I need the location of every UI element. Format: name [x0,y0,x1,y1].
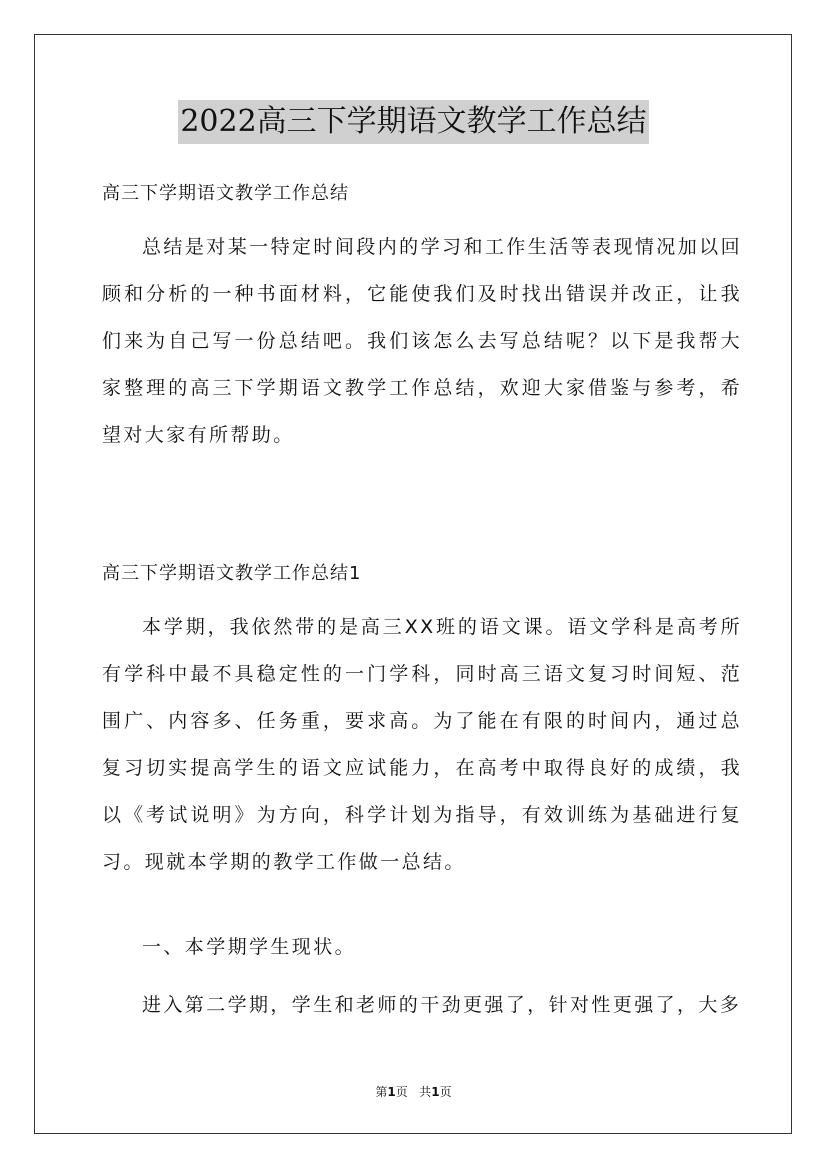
footer-total-prefix: 共 [419,1085,432,1099]
body-paragraph-3: 进入第二学期，学生和老师的干劲更强了，针对性更强了，大多 [142,994,742,1016]
section-heading: 高三下学期语文教学工作总结 [102,183,349,204]
intro-paragraph: 总结是对某一特定时间段内的学习和工作生活等表现情况加以回顾和分析的一种书面材料，它能使我们及时找出错误并改正，让我们来为自己写一份总结吧。我们该怎么去写总结呢？以下是我帮大家整理的高三下学期语文教学工作总结，欢迎大家借鉴与参考，希望对大家有所帮助。 [102,236,742,446]
document-title: 2022高三下学期语文教学工作总结 [178,100,648,144]
footer-page-suffix: 页 [395,1085,408,1099]
article-heading: 高三下学期语文教学工作总结1 [102,563,362,584]
title-container [0,100,827,144]
body-paragraph-2: 一、本学期学生现状。 [142,936,357,958]
footer-total-suffix: 页 [439,1085,452,1099]
body-paragraph-1: 本学期，我依然带的是高三XX班的语文课。语文学科是高考所有学科中最不具稳定性的一门学科，同时高三语文复习时间短、范围广、内容多、任务重，要求高。为了能在有限的时间内，通过总复习切实提高学生的语文应试能力，在高考中取得良好的成绩，我以《考试说明》为方向，科学计划为指导，有效训练为基础进行复习。现就本学期的教学工作做一总结。 [102,616,742,873]
footer-page-prefix: 第 [375,1085,388,1099]
page-footer [0,1083,827,1100]
footer-page-number: 1 [387,1085,396,1099]
footer-total-pages: 1 [431,1085,440,1099]
